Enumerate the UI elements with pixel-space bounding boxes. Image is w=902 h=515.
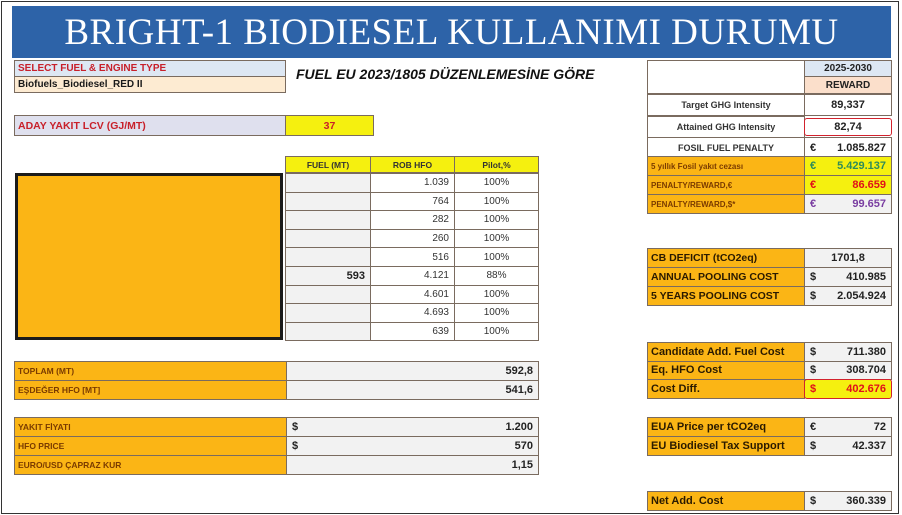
- currency-symbol: $: [810, 290, 817, 302]
- currency-symbol: $: [810, 440, 817, 452]
- price-value: [286, 455, 539, 475]
- value-text: 592,8: [505, 365, 533, 377]
- penalty-value: [804, 194, 892, 214]
- regulation-subtitle: FUEL EU 2023/1805 DÜZENLEMESİNE GÖRE: [296, 66, 595, 82]
- pilot-cell-text: 100%: [483, 251, 510, 263]
- pooling-label-text: 5 YEARS POOLING COST: [651, 290, 780, 302]
- currency-symbol: $: [810, 495, 817, 507]
- eua-label: [647, 417, 805, 437]
- pilot-cell-text: 100%: [483, 195, 510, 207]
- cost-value: [804, 361, 892, 381]
- pilot-cell-text: 100%: [483, 233, 510, 245]
- fuel-select-label: [14, 60, 286, 77]
- fuel-mt-cell[interactable]: [285, 285, 371, 305]
- pilot-cell-text: 100%: [483, 214, 510, 226]
- pilot-cell-text: 100%: [483, 177, 510, 189]
- total-value: [286, 361, 539, 381]
- header-pilot-text: Pilot,%: [482, 159, 511, 170]
- value-text: 570: [514, 440, 533, 452]
- rob-hfo-cell-text: 4.693: [423, 307, 449, 319]
- cost-value: [804, 379, 892, 399]
- fuel-mt-cell[interactable]: [285, 192, 371, 212]
- pilot-cell: [454, 266, 539, 286]
- pooling-value: [804, 267, 892, 287]
- penalty-label-text: PENALTY/REWARD,$*: [651, 199, 736, 209]
- rob-hfo-cell: [370, 303, 455, 323]
- rob-hfo-cell: [370, 192, 455, 212]
- penalty-label-text: 5 yıllık Fosil yakıt cezası: [651, 161, 744, 171]
- value-text: 82,74: [834, 120, 862, 133]
- total-value: [286, 380, 539, 400]
- value-text: 360.339: [846, 495, 886, 507]
- price-label-text: YAKIT FİYATI: [18, 422, 71, 432]
- ghg-status: [804, 76, 892, 94]
- pilot-cell-text: 88%: [486, 270, 507, 282]
- eua-value: [804, 436, 892, 456]
- pooling-label: [647, 267, 805, 287]
- rob-hfo-cell: [370, 266, 455, 286]
- lcv-value: 37: [323, 119, 336, 132]
- value-text: 711.380: [846, 345, 886, 358]
- price-label-text: HFO PRICE: [18, 441, 65, 451]
- fuel-mt-cell[interactable]: [285, 303, 371, 323]
- value-text: 42.337: [852, 440, 886, 452]
- price-value: [286, 417, 539, 437]
- total-label-text: EŞDEĞER HFO [MT]: [18, 385, 101, 395]
- cost-label: [647, 361, 805, 381]
- page-title: BRIGHT-1 BIODIESEL KULLANIMI DURUMU: [64, 11, 839, 53]
- header-fuel-mt: [285, 156, 371, 173]
- rob-hfo-cell-text: 764: [432, 195, 449, 207]
- value-text: 308.704: [846, 364, 886, 377]
- value-text: 1.200: [505, 421, 533, 433]
- fuel-mt-cell[interactable]: [285, 173, 371, 193]
- fuel-names-block: [15, 173, 283, 340]
- cost-value: [804, 342, 892, 362]
- currency-symbol: $: [292, 440, 299, 452]
- price-value: [286, 436, 539, 456]
- currency-symbol: €: [810, 142, 817, 154]
- fuel-select-value: Biofuels_Biodiesel_RED II: [18, 79, 143, 90]
- rob-hfo-cell-text: 639: [432, 326, 449, 338]
- eua-label-text: EUA Price per tCO2eq: [651, 421, 767, 433]
- currency-symbol: $: [810, 271, 817, 283]
- ghg-label-text: Attained GHG Intensity: [676, 121, 776, 132]
- ghg-status-text: REWARD: [825, 79, 871, 91]
- eua-label: [647, 436, 805, 456]
- cost-label-text: Cost Diff.: [651, 382, 700, 395]
- pooling-label-text: CB DEFICIT (tCO2eq): [651, 252, 758, 264]
- pooling-label-text: ANNUAL POOLING COST: [651, 271, 779, 283]
- ghg-period-text: 2025-2030: [824, 63, 872, 74]
- pilot-cell: [454, 210, 539, 230]
- rob-hfo-cell-text: 260: [432, 233, 449, 245]
- rob-hfo-cell-text: 4.601: [423, 288, 449, 300]
- lcv-input[interactable]: [285, 115, 374, 136]
- fuel-select-label-text: SELECT FUEL & ENGINE TYPE: [18, 63, 167, 74]
- eua-value: [804, 417, 892, 437]
- value-text: 1701,8: [831, 252, 865, 264]
- ghg-label-text: FOSIL FUEL PENALTY: [677, 143, 774, 153]
- net-cost-value: [804, 491, 892, 511]
- total-label: [14, 380, 287, 400]
- penalty-label: [647, 194, 805, 214]
- rob-hfo-cell-text: 516: [432, 251, 449, 263]
- pilot-cell-text: 100%: [483, 288, 510, 300]
- penalty-value: [804, 156, 892, 176]
- currency-symbol: €: [810, 179, 817, 191]
- total-label-text: TOPLAM (MT): [18, 366, 75, 376]
- value-text: 86.659: [852, 179, 886, 191]
- rob-hfo-cell: [370, 210, 455, 230]
- value-text: 1.085.827: [837, 142, 886, 154]
- value-text: 72: [873, 421, 886, 433]
- fuel-mt-cell[interactable]: [285, 322, 371, 342]
- title-banner: [12, 6, 891, 58]
- pooling-label: [647, 286, 805, 306]
- price-label-text: EURO/USD ÇAPRAZ KUR: [18, 460, 122, 470]
- pooling-value: [804, 286, 892, 306]
- header-rob-hfo: [370, 156, 455, 173]
- ghg-value: [804, 118, 892, 136]
- price-label: [14, 417, 287, 437]
- value-text: 1,15: [511, 459, 533, 471]
- rob-hfo-cell: [370, 285, 455, 305]
- ghg-header-blank: [647, 60, 805, 94]
- fuel-mt-cell[interactable]: [285, 229, 371, 249]
- pilot-cell-text: 100%: [483, 326, 510, 338]
- rob-hfo-cell: [370, 322, 455, 342]
- pilot-cell: [454, 322, 539, 342]
- currency-symbol: €: [810, 198, 817, 210]
- ghg-label: [647, 116, 805, 138]
- pilot-cell: [454, 303, 539, 323]
- price-label: [14, 455, 287, 475]
- ghg-label-text: Target GHG Intensity: [681, 100, 771, 110]
- pilot-cell: [454, 247, 539, 267]
- fuel-select-dropdown[interactable]: [14, 76, 286, 93]
- currency-symbol: $: [810, 382, 817, 395]
- rob-hfo-cell: [370, 229, 455, 249]
- currency-symbol: €: [810, 160, 817, 172]
- rob-hfo-cell-text: 282: [432, 214, 449, 226]
- ghg-period: [804, 60, 892, 77]
- price-label: [14, 436, 287, 456]
- cost-label-text: Eq. HFO Cost: [651, 364, 722, 377]
- penalty-label-text: PENALTY/REWARD,€: [651, 180, 733, 190]
- cost-label: [647, 379, 805, 399]
- value-text: 99.657: [852, 198, 886, 210]
- cost-label: [647, 342, 805, 362]
- total-label: [14, 361, 287, 381]
- ghg-label: [647, 94, 805, 116]
- currency-symbol: €: [810, 421, 817, 433]
- value-text: 89,337: [831, 99, 865, 111]
- fuel-mt-cell[interactable]: [285, 247, 371, 267]
- value-text: 402.676: [846, 382, 886, 395]
- value-text: 541,6: [505, 384, 533, 396]
- cost-label-text: Candidate Add. Fuel Cost: [651, 345, 785, 358]
- pilot-cell: [454, 192, 539, 212]
- pilot-cell: [454, 173, 539, 193]
- currency-symbol: $: [292, 421, 299, 433]
- penalty-label: [647, 175, 805, 195]
- rob-hfo-cell: [370, 173, 455, 193]
- fuel-mt-cell[interactable]: [285, 210, 371, 230]
- value-text: 5.429.137: [837, 160, 886, 172]
- eua-label-text: EU Biodiesel Tax Support: [651, 440, 785, 452]
- ghg-value: [804, 94, 892, 116]
- pilot-cell: [454, 229, 539, 249]
- currency-symbol: $: [810, 364, 817, 377]
- pilot-cell: [454, 285, 539, 305]
- rob-hfo-cell-text: 4.121: [423, 270, 449, 282]
- fuel-mt-cell-text: 593: [346, 269, 365, 282]
- fuel-mt-cell[interactable]: [285, 266, 371, 286]
- pooling-label: [647, 248, 805, 268]
- header-rob-hfo-text: ROB HFO: [392, 159, 433, 170]
- penalty-label: [647, 156, 805, 176]
- pilot-cell-text: 100%: [483, 307, 510, 319]
- net-cost-label-text: Net Add. Cost: [651, 495, 724, 507]
- pooling-value: [804, 248, 892, 268]
- lcv-label: [14, 115, 286, 136]
- value-text: 2.054.924: [837, 290, 886, 302]
- value-text: 410.985: [846, 271, 886, 283]
- header-pilot: [454, 156, 539, 173]
- rob-hfo-cell-text: 1.039: [423, 177, 449, 189]
- currency-symbol: $: [810, 345, 817, 358]
- penalty-value: [804, 175, 892, 195]
- rob-hfo-cell: [370, 247, 455, 267]
- net-cost-label: [647, 491, 805, 511]
- header-fuel-mt-text: FUEL (MT): [306, 159, 350, 170]
- lcv-label-text: ADAY YAKIT LCV (GJ/MT): [18, 119, 146, 132]
